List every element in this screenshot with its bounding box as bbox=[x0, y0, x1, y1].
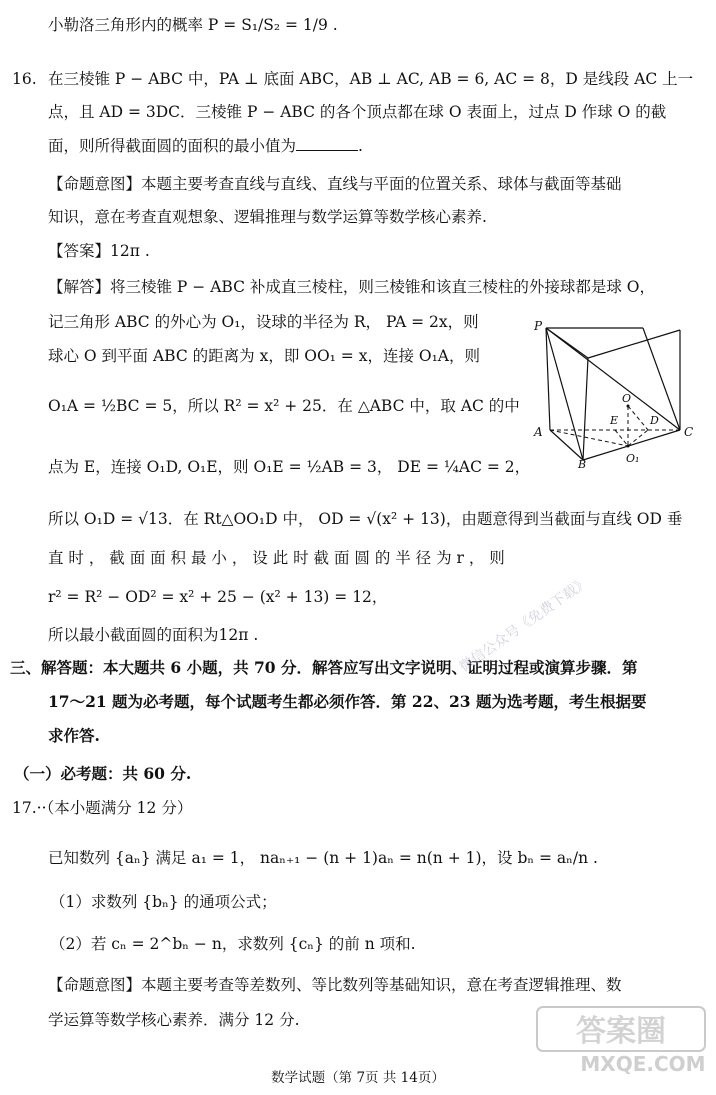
label-c: C bbox=[684, 425, 694, 439]
point-o1 bbox=[627, 445, 630, 448]
edge-pb bbox=[546, 328, 583, 460]
text-line: 球心 O 到平面 ABC 的距离为 x，即 OO₁ = x，连接 O₁A，则 bbox=[48, 347, 480, 365]
edge-pa bbox=[546, 328, 550, 430]
text-line: 在三棱锥 P − ABC 中，PA ⊥ 底面 ABC，AB ⊥ AC, AB = 6, AC = 8，D 是线段 AC 上一 bbox=[48, 70, 694, 88]
text-line: 【命题意图】本题主要考查直线与直线、直线与平面的位置关系、球体与截面等基础 bbox=[48, 175, 622, 193]
text-line bbox=[48, 135, 363, 157]
text-span: . bbox=[358, 137, 363, 155]
text-line: 点为 E，连接 O₁D, O₁E，则 O₁E = ½AB = 3， DE = ¼AC = 2， bbox=[48, 458, 531, 476]
label-a: A bbox=[534, 425, 543, 439]
edge-top-front bbox=[588, 330, 680, 358]
text-line: O₁A = ½BC = 5，所以 R² = x² + 25．在 △ABC 中，取 AC 的中 bbox=[48, 397, 520, 415]
site-logo bbox=[533, 1005, 708, 1075]
segment-od bbox=[628, 406, 648, 430]
answer-line: 【答案】12π . bbox=[48, 242, 150, 260]
watermark-text: 微信公众号《免费下载》 bbox=[456, 574, 593, 676]
page-footer: 数学试题（第 7页 共 14页） bbox=[271, 1070, 445, 1086]
label-d: D bbox=[650, 414, 659, 427]
text-line: 【解答】将三棱锥 P − ABC 补成直三棱柱，则三棱锥和该直三棱柱的外接球都是球 O， bbox=[48, 278, 655, 296]
text-line: 【命题意图】本题主要考查等差数列、等比数列等基础知识，意在考查逻辑推理、数 bbox=[48, 976, 622, 994]
prism-figure bbox=[528, 318, 710, 468]
label-o1: O₁ bbox=[626, 452, 640, 465]
label-p: P bbox=[534, 319, 543, 333]
question-header: 17.··（本小题满分 12 分） bbox=[12, 799, 193, 817]
answer-blank bbox=[296, 136, 358, 151]
logo-url: MXQE.COM bbox=[580, 1052, 706, 1075]
edge-vertical-b bbox=[583, 358, 588, 460]
text-line: 知识，意在考查直观想象、逻辑推理与数学运算等数学核心素养. bbox=[48, 208, 487, 226]
logo-text: 答案圈 bbox=[576, 1014, 666, 1049]
text-line: 所以 O₁D = √13．在 Rt△OO₁D 中， OD = √(x² + 13)，由题意得到当截面与直线 OD 垂 bbox=[48, 510, 683, 528]
text-line: 直 时 ， 截 面 面 积 最 小 ， 设 此 时 截 面 圆 的 半 径 为 r ， 则 bbox=[48, 549, 505, 567]
label-o: O bbox=[622, 392, 632, 405]
edge-ab bbox=[550, 430, 583, 460]
text-line: 学运算等数学核心素养．满分 12 分. bbox=[48, 1011, 300, 1029]
text-line: r² = R² − OD² = x² + 25 − (x² + 13) = 12， bbox=[48, 588, 388, 606]
segment-ao1 bbox=[550, 430, 628, 446]
section-heading: 17～21 题为必考题，每个试题考生都必须作答．第 22、23 题为选考题，考生根据要 bbox=[48, 692, 647, 711]
section-heading: 三、解答题：本大题共 6 小题，共 70 分．解答应写出文字说明、证明过程或演算步骤．第 bbox=[10, 658, 638, 677]
section-subheading: （一）必考题：共 60 分. bbox=[14, 764, 192, 783]
edge-top-right bbox=[643, 328, 680, 430]
text-line: 已知数列 {aₙ} 满足 a₁ = 1， naₙ₊₁ − (n + 1)aₙ = n(n + 1)，设 bₙ = aₙ/n . bbox=[48, 849, 598, 867]
question-number: 16. bbox=[12, 70, 37, 88]
segment-o1e bbox=[615, 430, 628, 446]
section-heading: 求作答. bbox=[48, 726, 100, 745]
text-line: （2）若 cₙ = 2^bₙ − n，求数列 {cₙ} 的前 n 项和. bbox=[50, 935, 416, 953]
text-line: 记三角形 ABC 的外心为 O₁，设球的半径为 R， PA = 2x，则 bbox=[48, 313, 479, 331]
text-line: 小勒洛三角形内的概率 P = S₁/S₂ = 1/9 . bbox=[48, 16, 338, 34]
text-line: 所以最小截面圆的面积为12π . bbox=[48, 626, 259, 644]
label-b: B bbox=[578, 458, 587, 468]
label-e: E bbox=[610, 414, 619, 427]
text-line: （1）求数列 {bₙ} 的通项公式； bbox=[50, 893, 277, 911]
text-span: 面，则所得截面圆的面积的最小值为 bbox=[48, 137, 297, 155]
text-line: 点，且 AD = 3DC．三棱锥 P − ABC 的各个顶点都在球 O 表面上，过点 D 作球 O 的截 bbox=[48, 103, 667, 121]
